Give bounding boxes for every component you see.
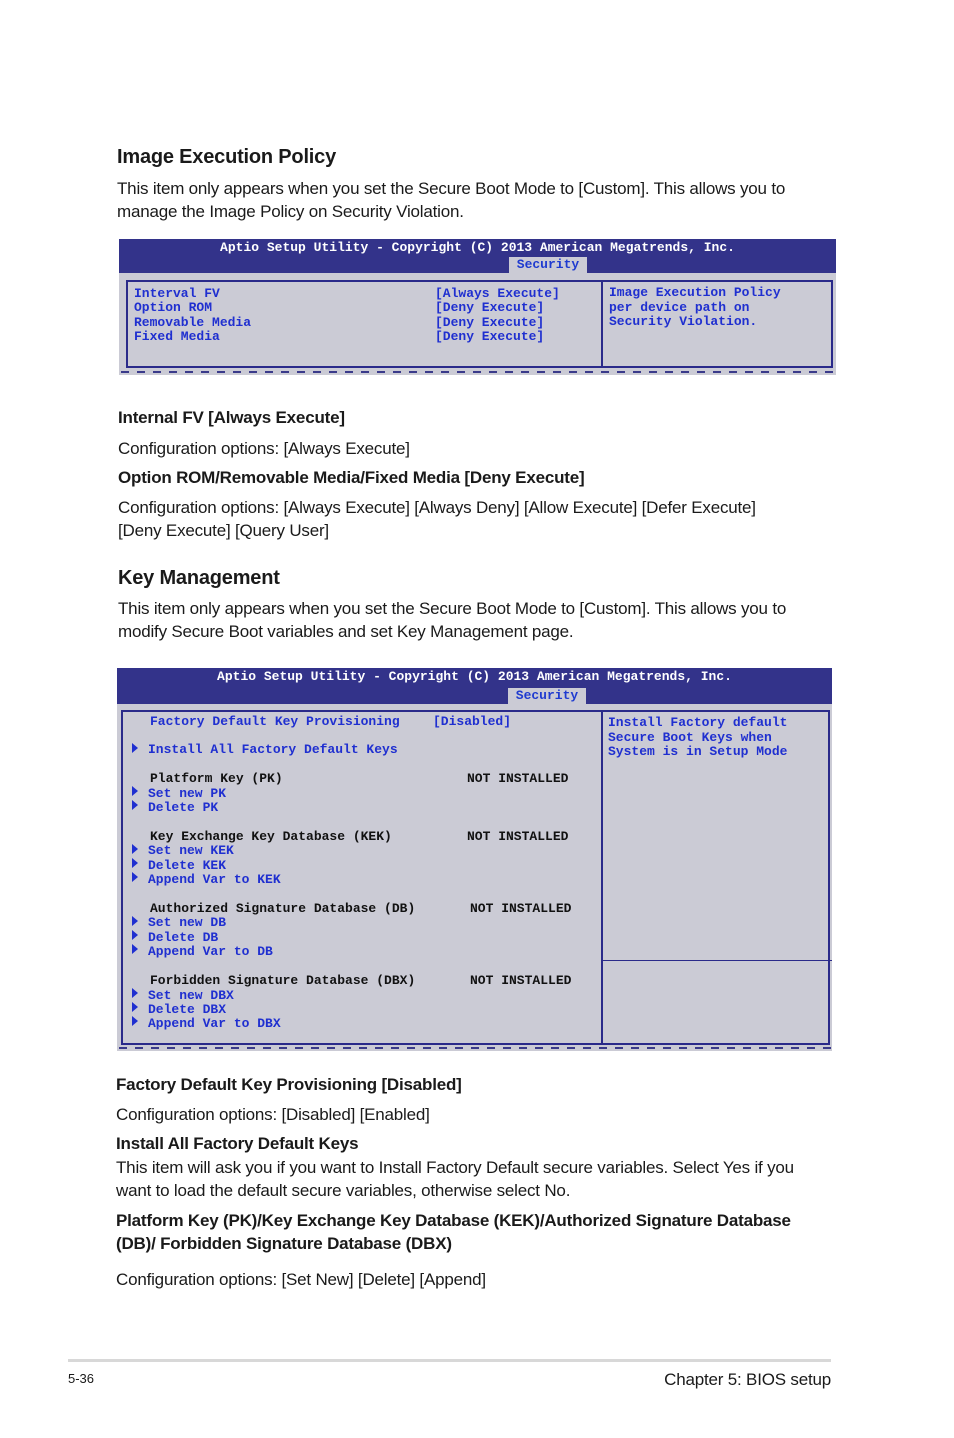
bios-screen-image-execution — [119, 239, 836, 375]
tab-security[interactable]: Security — [508, 688, 586, 704]
submenu-arrow-icon — [132, 786, 138, 796]
submenu-arrow-icon — [132, 944, 138, 954]
submenu-arrow-icon — [132, 1002, 138, 1012]
config-options-text: [Deny Execute] [Query User] — [118, 521, 329, 540]
help-text-line: Security Violation. — [609, 314, 758, 329]
section-intro-line: This item only appears when you set the Secure Boot Mode to [Custom]. This allows you to — [117, 179, 786, 198]
submenu-arrow-icon — [132, 988, 138, 998]
help-text-line: Secure Boot Keys when — [608, 730, 772, 745]
bios-help-panel — [601, 710, 830, 1045]
bios-screen-key-management — [117, 668, 832, 1051]
help-text-line: Install Factory default — [608, 715, 788, 730]
menu-value-option-rom[interactable]: [Deny Execute] — [435, 300, 545, 315]
status-dbx: NOT INSTALLED — [470, 973, 572, 988]
menu-item-set-new-db[interactable]: Set new DB — [148, 915, 227, 930]
status-db: NOT INSTALLED — [470, 901, 572, 916]
menu-item-set-new-pk[interactable]: Set new PK — [148, 786, 227, 801]
label-platform-key: Platform Key (PK) — [150, 771, 283, 786]
bios-bottom-dash — [119, 1047, 832, 1049]
help-text-line: Image Execution Policy — [609, 285, 781, 300]
submenu-arrow-icon — [132, 872, 138, 882]
config-options-text: Configuration options: [Always Execute] — [118, 439, 410, 458]
help-text-line: System is in Setup Mode — [608, 744, 788, 759]
subheading-internal-fv: Internal FV [Always Execute] — [118, 408, 345, 427]
config-options-text: Configuration options: [Always Execute] [Always Deny] [Allow Execute] [Defer Execute] — [118, 498, 756, 517]
subheading-option-rom: Option ROM/Removable Media/Fixed Media [Deny Execute] — [118, 468, 585, 487]
section-intro-line: This item only appears when you set the Secure Boot Mode to [Custom]. This allows you to — [118, 599, 787, 618]
submenu-arrow-icon — [132, 844, 138, 854]
menu-item-append-var-to-dbx[interactable]: Append Var to DBX — [148, 1016, 281, 1031]
menu-item-option-rom[interactable]: Option ROM — [134, 300, 213, 315]
menu-item-append-var-to-db[interactable]: Append Var to DB — [148, 944, 273, 959]
menu-item-delete-kek[interactable]: Delete KEK — [148, 858, 227, 873]
tab-security[interactable]: Security — [509, 257, 587, 273]
section-intro-line: modify Secure Boot variables and set Key Management page. — [118, 622, 574, 641]
config-options-text: Configuration options: [Disabled] [Enabled] — [116, 1105, 430, 1124]
menu-item-delete-db[interactable]: Delete DB — [148, 930, 219, 945]
menu-item-factory-default-key-provisioning[interactable]: Factory Default Key Provisioning — [150, 714, 400, 729]
menu-item-fixed-media[interactable]: Fixed Media — [134, 329, 220, 344]
menu-value-removable-media[interactable]: [Deny Execute] — [435, 315, 545, 330]
bios-title: Aptio Setup Utility - Copyright (C) 2013 American Megatrends, Inc. — [220, 240, 735, 255]
menu-value-fixed-media[interactable]: [Deny Execute] — [435, 329, 545, 344]
menu-item-removable-media[interactable]: Removable Media — [134, 315, 252, 330]
config-options-text: Configuration options: [Set New] [Delete] [Append] — [116, 1270, 486, 1289]
label-db: Authorized Signature Database (DB) — [150, 901, 416, 916]
label-kek: Key Exchange Key Database (KEK) — [150, 829, 392, 844]
label-dbx: Forbidden Signature Database (DBX) — [150, 973, 416, 988]
submenu-arrow-icon — [132, 930, 138, 940]
submenu-arrow-icon — [132, 916, 138, 926]
help-text-line: per device path on — [609, 300, 750, 315]
bios-bottom-dash — [121, 371, 836, 373]
bios-header — [119, 239, 836, 273]
submenu-arrow-icon — [132, 800, 138, 810]
page-number: 5-36 — [68, 1371, 95, 1386]
subheading-factory-default: Factory Default Key Provisioning [Disabled] — [116, 1075, 462, 1094]
status-kek: NOT INSTALLED — [467, 829, 569, 844]
subheading-platform-key: Platform Key (PK)/Key Exchange Key Database (KEK)/Authorized Signature Database — [116, 1211, 791, 1230]
submenu-arrow-icon — [132, 858, 138, 868]
chapter-title: Chapter 5: BIOS setup — [664, 1370, 831, 1389]
subheading-install-all: Install All Factory Default Keys — [116, 1134, 359, 1153]
body-text-line: want to load the default secure variables, otherwise select No. — [116, 1181, 571, 1200]
menu-value-interval-fv[interactable]: [Always Execute] — [435, 286, 560, 301]
section-heading-image-execution-policy: Image Execution Policy — [117, 146, 337, 168]
menu-value-factory-default-key-provisioning[interactable]: [Disabled] — [433, 714, 512, 729]
menu-item-interval-fv[interactable]: Interval FV — [134, 286, 220, 301]
footer-rule — [68, 1359, 831, 1362]
section-intro-line: manage the Image Policy on Security Violation. — [117, 202, 464, 221]
menu-item-set-new-dbx[interactable]: Set new DBX — [148, 988, 234, 1003]
menu-item-set-new-kek[interactable]: Set new KEK — [148, 843, 234, 858]
menu-item-delete-pk[interactable]: Delete PK — [148, 800, 219, 815]
menu-item-install-all-keys[interactable]: Install All Factory Default Keys — [148, 742, 398, 757]
submenu-arrow-icon — [132, 743, 138, 753]
section-heading-key-management: Key Management — [118, 567, 280, 589]
menu-item-delete-dbx[interactable]: Delete DBX — [148, 1002, 227, 1017]
menu-item-append-var-to-kek[interactable]: Append Var to KEK — [148, 872, 281, 887]
submenu-arrow-icon — [132, 1016, 138, 1026]
bios-title: Aptio Setup Utility - Copyright (C) 2013 American Megatrends, Inc. — [217, 669, 732, 684]
body-text-line: This item will ask you if you want to Install Factory Default secure variables. Select Yes if you — [116, 1158, 794, 1177]
status-platform-key: NOT INSTALLED — [467, 771, 569, 786]
bios-header — [117, 668, 832, 704]
help-panel-divider — [603, 960, 832, 961]
subheading-platform-key: (DB)/ Forbidden Signature Database (DBX) — [116, 1234, 452, 1253]
